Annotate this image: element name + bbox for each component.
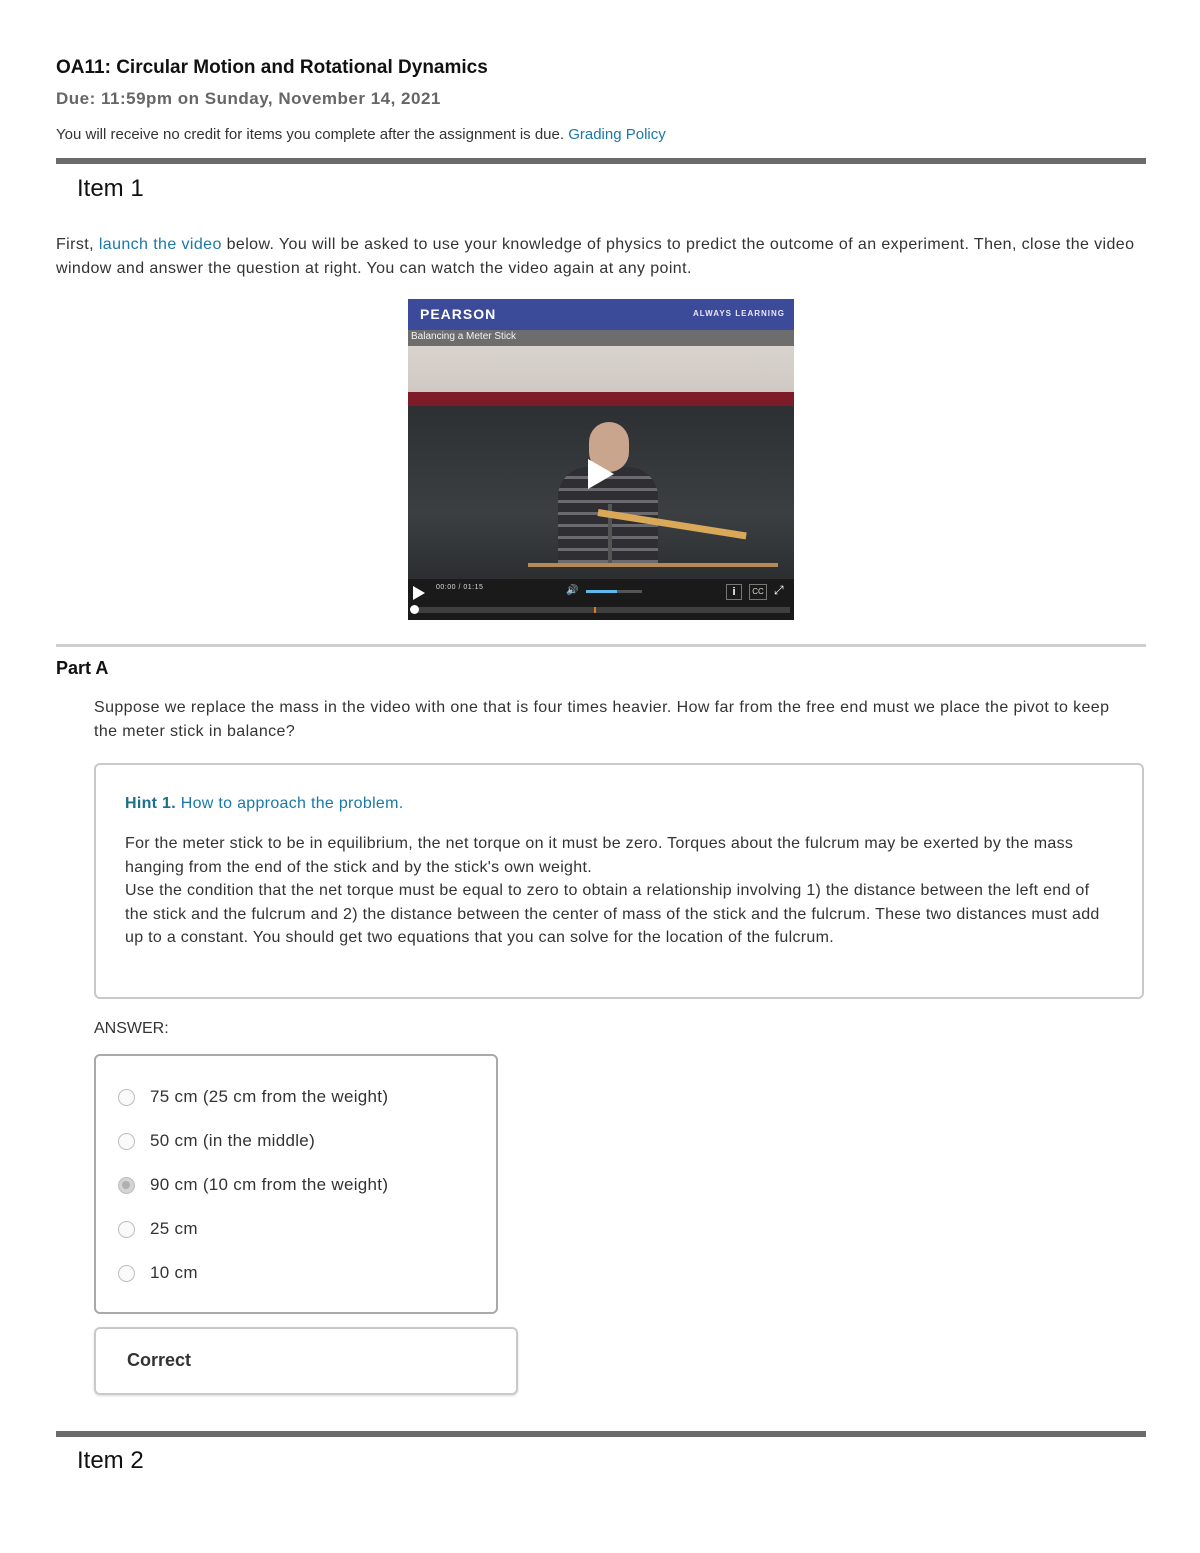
due-date: Due: 11:59pm on Sunday, November 14, 2021 — [56, 89, 441, 108]
choice-5[interactable] — [118, 1261, 198, 1285]
hint-number: Hint 1. — [125, 795, 176, 812]
late-notice — [56, 126, 666, 143]
hint-panel — [94, 763, 1144, 999]
hint-paragraph-2: Use the condition that the net torque must be equal to zero to obtain a relationship involving 1) the distance between the left end of the stick and the fulcrum and 2) the distance between the center of mass of the stick and the fulcrum. These two distances must add up to a constant. You should get two equations that you can solve for the location of the fulcrum. — [125, 882, 1100, 946]
video-scene-table — [528, 563, 778, 567]
item-1-intro — [56, 233, 1146, 281]
video-time: 00:00 / 01:15 — [436, 584, 484, 591]
video-scene-stripe — [408, 392, 794, 406]
radio-button[interactable] — [118, 1089, 135, 1106]
grading-policy-link[interactable]: Grading Policy — [568, 126, 666, 143]
choice-2[interactable] — [118, 1129, 315, 1153]
video-player[interactable] — [408, 299, 794, 620]
choice-label: 10 cm — [150, 1263, 198, 1282]
hint-body — [125, 832, 1115, 950]
answer-label: ANSWER: — [94, 1020, 169, 1037]
choice-label: 90 cm (10 cm from the weight) — [150, 1175, 389, 1194]
choice-3[interactable] — [118, 1173, 388, 1197]
pearson-tagline: ALWAYS LEARNING — [692, 309, 785, 318]
divider — [56, 1431, 1146, 1437]
hint-header[interactable] — [125, 795, 404, 813]
volume-level — [586, 590, 617, 593]
video-scene-wall — [408, 346, 794, 392]
answer-choices — [94, 1054, 498, 1314]
launch-video-link[interactable]: launch the video — [98, 236, 222, 253]
hint-title-link[interactable]: How to approach the problem. — [180, 795, 404, 812]
late-notice-text: You will receive no credit for items you complete after the assignment is due. — [56, 126, 565, 143]
video-progress-handle[interactable] — [410, 605, 419, 614]
divider — [56, 158, 1146, 164]
choice-label: 50 cm (in the middle) — [150, 1131, 316, 1150]
intro-text-after: below. You will be asked to use your knowledge of physics to predict the outcome of an experiment. Then, close the video window and answer the question at right. You can watch the video again at any point. — [56, 236, 1135, 277]
radio-button[interactable] — [118, 1221, 135, 1238]
assignment-title: OA11: Circular Motion and Rotational Dynamics — [56, 57, 488, 78]
part-a-question: Suppose we replace the mass in the video with one that is four times heavier. How far from the free end must we place the pivot to keep the meter stick in balance? — [94, 699, 1110, 740]
part-divider — [56, 644, 1146, 647]
pearson-logo: PEARSON — [420, 306, 497, 322]
video-controls — [408, 579, 794, 620]
volume-slider[interactable] — [586, 590, 642, 593]
result-status: Correct — [127, 1350, 192, 1370]
choice-label: 25 cm — [150, 1219, 198, 1238]
item-2-title: Item 2 — [77, 1447, 144, 1474]
choice-1[interactable] — [118, 1085, 388, 1109]
video-title-bar — [408, 330, 794, 346]
radio-button[interactable] — [118, 1177, 135, 1194]
radio-button[interactable] — [118, 1265, 135, 1282]
video-progress-marker — [594, 607, 596, 613]
info-button[interactable]: i — [726, 584, 742, 600]
part-a-title: Part A — [56, 658, 109, 678]
video-title: Balancing a Meter Stick — [411, 331, 517, 342]
play-icon[interactable] — [588, 459, 614, 489]
video-header — [408, 299, 794, 330]
fullscreen-icon[interactable]: ⤢ — [774, 583, 784, 597]
choice-label: 75 cm (25 cm from the weight) — [150, 1087, 389, 1106]
result-feedback — [94, 1327, 518, 1395]
radio-button[interactable] — [118, 1133, 135, 1150]
hint-paragraph-1: For the meter stick to be in equilibrium, the net torque on it must be zero. Torques about the fulcrum may be exerted by the mass hanging from the end of the stick and by the stick's own weight. — [125, 835, 1074, 876]
control-play-icon[interactable] — [413, 586, 425, 600]
volume-icon[interactable]: 🔊 — [566, 585, 579, 596]
intro-text-before: First, — [56, 236, 94, 253]
video-progress-bar[interactable] — [412, 607, 790, 613]
choice-4[interactable] — [118, 1217, 198, 1241]
item-1-title: Item 1 — [77, 175, 144, 202]
closed-captions-button[interactable]: CC — [749, 584, 767, 600]
